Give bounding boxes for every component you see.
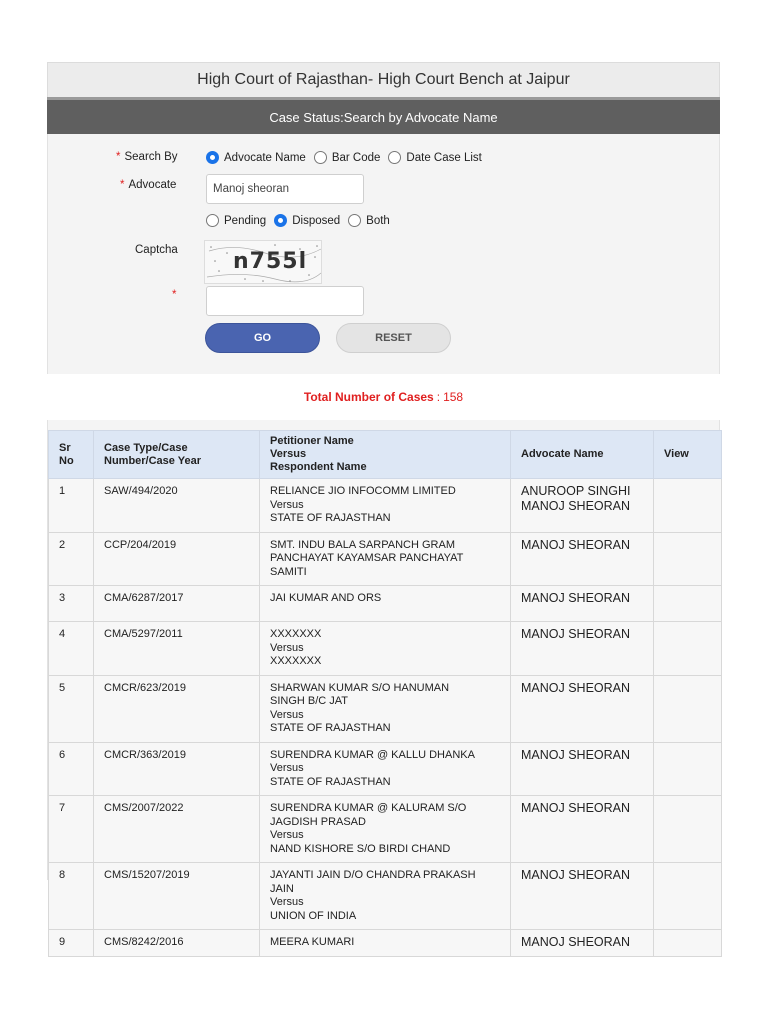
required-marker: * [172,289,177,301]
advocate-label [120,179,176,191]
results-table-container [47,420,720,949]
cell-sr-no: 5 [49,675,94,742]
cell-case-number: CMS/2007/2022 [94,796,260,863]
cell-view[interactable] [654,742,722,796]
radio-selected-icon[interactable] [274,214,287,227]
cell-case-number: CMA/5297/2011 [94,622,260,676]
cell-sr-no: 4 [49,622,94,676]
radio-advocate-name[interactable] [206,151,306,164]
cell-view[interactable] [654,796,722,863]
table-row[interactable] [49,479,722,533]
cell-parties: RELIANCE JIO INFOCOMM LIMITED Versus STATE OF RAJASTHAN [260,479,511,533]
table-row[interactable] [49,532,722,586]
reset-button[interactable]: RESET [336,323,451,353]
radio-label: Disposed [292,214,341,227]
captcha-label: Captcha [135,244,178,256]
table-row[interactable] [49,742,722,796]
section-title: Case Status:Search by Advocate Name [47,97,720,134]
cell-case-number: CMS/8242/2016 [94,930,260,957]
cell-advocate: MANOJ SHEORAN [511,532,654,586]
header-text: Advocate Name [521,448,604,460]
header-text: Petitioner Name Versus Respondent Name [270,435,367,473]
status-radio-group [206,214,398,227]
cell-case-number: CMCR/363/2019 [94,742,260,796]
total-cases-value: 158 [443,390,464,404]
table-row[interactable] [49,930,722,957]
search-by-label-text: Search By [124,151,178,163]
table-row[interactable] [49,796,722,863]
cell-parties: SMT. INDU BALA SARPANCH GRAM PANCHAYAT KAYAMSAR PANCHAYAT SAMITI [260,532,511,586]
cell-parties: MEERA KUMARI [260,930,511,957]
cell-parties: SURENDRA KUMAR @ KALLU DHANKA Versus STATE OF RAJASTHAN [260,742,511,796]
cell-parties: JAI KUMAR AND ORS [260,586,511,622]
advocate-label-text: Advocate [128,179,177,191]
page-container [47,62,720,949]
advocate-name-input[interactable] [206,174,364,204]
cell-view[interactable] [654,586,722,622]
cell-view[interactable] [654,863,722,930]
captcha-input[interactable] [206,286,364,316]
header-case-number [94,431,260,479]
cell-parties: JAYANTI JAIN D/O CHANDRA PRAKASH JAIN Versus UNION OF INDIA [260,863,511,930]
cell-case-number: CMA/6287/2017 [94,586,260,622]
results-table [48,430,722,957]
radio-unselected-icon[interactable] [348,214,361,227]
cell-view[interactable] [654,479,722,533]
total-cases-separator: : [436,390,441,404]
table-row[interactable] [49,622,722,676]
cell-advocate: MANOJ SHEORAN [511,863,654,930]
table-row[interactable] [49,863,722,930]
radio-label: Pending [224,214,267,227]
search-form [47,134,720,374]
header-petitioner [260,431,511,479]
cell-parties: SURENDRA KUMAR @ KALURAM S/O JAGDISH PRASAD Versus NAND KISHORE S/O BIRDI CHAND [260,796,511,863]
cell-sr-no: 9 [49,930,94,957]
header-advocate [511,431,654,479]
cell-advocate: MANOJ SHEORAN [511,675,654,742]
cell-advocate: MANOJ SHEORAN [511,586,654,622]
radio-unselected-icon[interactable] [314,151,327,164]
cell-sr-no: 6 [49,742,94,796]
table-row[interactable] [49,675,722,742]
cell-parties: XXXXXXX Versus XXXXXXX [260,622,511,676]
radio-both[interactable] [348,214,390,227]
cell-sr-no: 2 [49,532,94,586]
captcha-text: n755l [233,249,308,274]
total-cases-label: Total Number of Cases [303,390,434,404]
radio-unselected-icon[interactable] [206,214,219,227]
page-title: High Court of Rajasthan- High Court Bench at Jaipur [47,62,720,97]
cell-sr-no: 7 [49,796,94,863]
cell-advocate: MANOJ SHEORAN [511,742,654,796]
cell-advocate: ANUROOP SINGHI MANOJ SHEORAN [511,479,654,533]
header-sr-no [49,431,94,479]
cell-advocate: MANOJ SHEORAN [511,622,654,676]
cell-sr-no: 3 [49,586,94,622]
cell-view[interactable] [654,675,722,742]
radio-date-case-list[interactable] [388,151,481,164]
cell-advocate: MANOJ SHEORAN [511,796,654,863]
search-by-radio-group [206,151,490,164]
cell-case-number: SAW/494/2020 [94,479,260,533]
radio-selected-icon[interactable] [206,151,219,164]
cell-case-number: CMS/15207/2019 [94,863,260,930]
header-view [654,431,722,479]
table-row[interactable] [49,586,722,622]
cell-case-number: CCP/204/2019 [94,532,260,586]
search-by-label [116,151,178,163]
header-text: Case Type/Case Number/Case Year [104,441,202,467]
captcha-required-marker [172,289,180,301]
cell-advocate: MANOJ SHEORAN [511,930,654,957]
captcha-image [204,240,322,284]
table-header-row [49,431,722,479]
radio-label: Date Case List [406,151,482,164]
header-text: Sr No [59,441,74,467]
cell-sr-no: 1 [49,479,94,533]
cell-sr-no: 8 [49,863,94,930]
header-text: View [664,448,689,460]
radio-disposed[interactable] [274,214,340,227]
radio-label: Bar Code [331,151,381,164]
cell-case-number: CMCR/623/2019 [94,675,260,742]
cell-view[interactable] [654,930,722,957]
cell-view[interactable] [654,622,722,676]
go-button[interactable]: GO [205,323,320,353]
radio-bar-code[interactable] [314,151,381,164]
radio-label: Both [366,214,390,227]
total-cases [47,374,720,420]
cell-view[interactable] [654,532,722,586]
cell-parties: SHARWAN KUMAR S/O HANUMAN SINGH B/C JAT Versus STATE OF RAJASTHAN [260,675,511,742]
radio-unselected-icon[interactable] [388,151,401,164]
required-marker: * [116,151,121,163]
radio-pending[interactable] [206,214,266,227]
required-marker: * [120,179,125,191]
radio-label: Advocate Name [224,151,306,164]
